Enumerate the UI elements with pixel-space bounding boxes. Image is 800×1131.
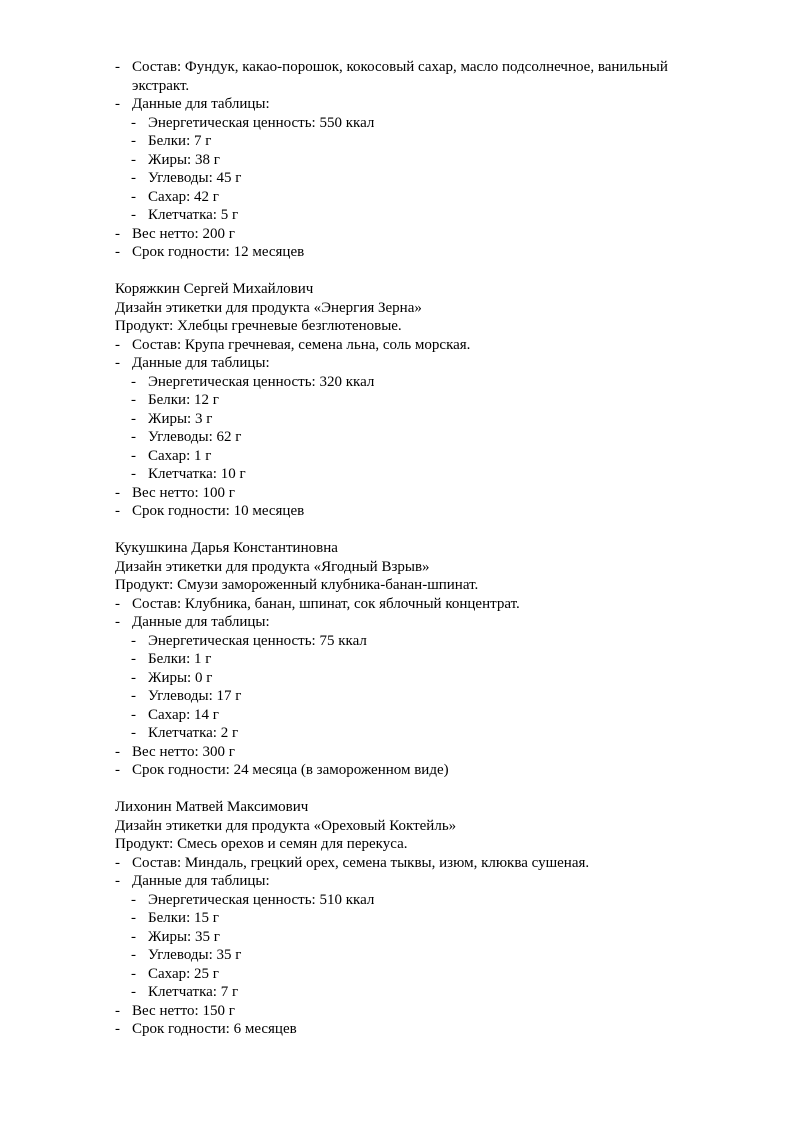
nutrition-item: [115, 946, 725, 965]
composition-text: Состав: Крупа гречневая, семена льна, соль морская.: [132, 336, 471, 353]
nutrition-text: Клетчатка: 10 г: [148, 466, 246, 482]
shelf-life-item: [115, 502, 725, 521]
list-dash: -: [115, 743, 120, 760]
list-dash: -: [131, 688, 136, 704]
shelf-life-text: Срок годности: 10 месяцев: [132, 503, 305, 519]
product-name: Продукт: Хлебцы гречневые безглютеновые.: [115, 318, 402, 334]
nutrition-text: Жиры: 38 г: [148, 151, 220, 168]
document-content: [115, 58, 725, 1039]
net-weight-text: Вес нетто: 200 г: [132, 225, 235, 242]
composition-item: [115, 58, 725, 95]
product-block: [115, 798, 725, 1039]
list-dash: -: [115, 854, 120, 871]
nutrition-item: [115, 428, 725, 447]
list-dash: -: [131, 392, 136, 408]
nutrition-text: Углеводы: 45 г: [148, 170, 242, 186]
nutrition-text: Жиры: 0 г: [148, 669, 213, 686]
list-dash: -: [115, 873, 120, 889]
list-dash: -: [115, 484, 120, 501]
table-label-item: [115, 95, 725, 114]
net-weight-item: [115, 484, 725, 503]
nutrition-item: [115, 188, 725, 207]
list-dash: -: [115, 225, 120, 242]
net-weight-item: [115, 1002, 725, 1021]
nutrition-item: [115, 928, 725, 947]
nutrition-text: Сахар: 25 г: [148, 965, 219, 982]
list-dash: -: [115, 1021, 120, 1037]
nutrition-text: Жиры: 3 г: [148, 410, 213, 427]
net-weight-text: Вес нетто: 150 г: [132, 1002, 235, 1019]
nutrition-item: [115, 983, 725, 1002]
product-name: Продукт: Смесь орехов и семян для перекуса.: [115, 836, 408, 852]
nutrition-text: Энергетическая ценность: 510 ккал: [148, 891, 375, 908]
net-weight-item: [115, 225, 725, 244]
nutrition-text: Углеводы: 17 г: [148, 688, 242, 704]
table-label-text: Данные для таблицы:: [132, 873, 270, 889]
list-dash: -: [131, 632, 136, 649]
list-dash: -: [131, 891, 136, 908]
paragraph-gap: [115, 262, 725, 281]
nutrition-text: Клетчатка: 7 г: [148, 984, 239, 1000]
nutrition-item: [115, 132, 725, 151]
design-title: Дизайн этикетки для продукта «Энергия Зерна»: [115, 299, 422, 316]
nutrition-item: [115, 465, 725, 484]
table-label-text: Данные для таблицы:: [132, 355, 270, 371]
nutrition-item: [115, 169, 725, 188]
design-title: Дизайн этикетки для продукта «Ягодный Взрыв»: [115, 558, 430, 575]
list-dash: -: [131, 133, 136, 149]
list-dash: -: [115, 355, 120, 371]
list-dash: -: [115, 244, 120, 260]
product-block-intro: [115, 58, 725, 262]
list-dash: -: [115, 614, 120, 630]
list-dash: -: [131, 984, 136, 1000]
list-dash: -: [115, 1002, 120, 1019]
table-label-text: Данные для таблицы:: [132, 96, 270, 112]
nutrition-item: [115, 114, 725, 133]
list-dash: -: [115, 59, 120, 75]
nutrition-item: [115, 391, 725, 410]
author-name: Лихонин Матвей Максимович: [115, 799, 309, 815]
list-dash: -: [131, 651, 136, 667]
list-dash: -: [131, 965, 136, 982]
nutrition-text: Белки: 15 г: [148, 910, 219, 926]
list-dash: -: [115, 503, 120, 519]
list-dash: -: [131, 114, 136, 131]
shelf-life-item: [115, 243, 725, 262]
composition-text: Состав: Клубника, банан, шпинат, сок яблочный концентрат.: [132, 595, 520, 612]
nutrition-item: [115, 410, 725, 429]
nutrition-item: [115, 687, 725, 706]
shelf-life-item: [115, 1020, 725, 1039]
paragraph-gap: [115, 780, 725, 799]
nutrition-text: Жиры: 35 г: [148, 928, 220, 945]
list-dash: -: [131, 928, 136, 945]
list-dash: -: [131, 725, 136, 741]
nutrition-text: Клетчатка: 5 г: [148, 207, 239, 223]
composition-text: Состав: Миндаль, грецкий орех, семена тыквы, изюм, клюква сушеная.: [132, 854, 590, 871]
nutrition-item: [115, 650, 725, 669]
nutrition-item: [115, 632, 725, 651]
list-dash: -: [131, 207, 136, 223]
list-dash: -: [131, 947, 136, 963]
nutrition-text: Белки: 7 г: [148, 133, 212, 149]
nutrition-item: [115, 706, 725, 725]
list-dash: -: [131, 466, 136, 482]
nutrition-text: Белки: 1 г: [148, 651, 212, 667]
author-name: Кукушкина Дарья Константиновна: [115, 540, 338, 556]
nutrition-text: Белки: 12 г: [148, 392, 219, 408]
nutrition-item: [115, 891, 725, 910]
nutrition-text: Энергетическая ценность: 550 ккал: [148, 114, 375, 131]
list-dash: -: [131, 188, 136, 205]
table-label-text: Данные для таблицы:: [132, 614, 270, 630]
list-dash: -: [115, 762, 120, 778]
table-label-item: [115, 613, 725, 632]
author-name: Коряжкин Сергей Михайлович: [115, 281, 314, 297]
nutrition-text: Сахар: 1 г: [148, 447, 212, 464]
list-dash: -: [131, 429, 136, 445]
composition-item: [115, 595, 725, 614]
nutrition-item: [115, 965, 725, 984]
shelf-life-text: Срок годности: 6 месяцев: [132, 1021, 297, 1037]
nutrition-text: Сахар: 42 г: [148, 188, 219, 205]
nutrition-item: [115, 206, 725, 225]
nutrition-item: [115, 909, 725, 928]
list-dash: -: [131, 706, 136, 723]
net-weight-text: Вес нетто: 100 г: [132, 484, 235, 501]
paragraph-gap: [115, 521, 725, 540]
nutrition-text: Сахар: 14 г: [148, 706, 219, 723]
nutrition-text: Энергетическая ценность: 75 ккал: [148, 632, 367, 649]
list-dash: -: [115, 96, 120, 112]
list-dash: -: [131, 447, 136, 464]
nutrition-text: Клетчатка: 2 г: [148, 725, 239, 741]
nutrition-item: [115, 447, 725, 466]
shelf-life-item: [115, 761, 725, 780]
shelf-life-text: Срок годности: 24 месяца (в замороженном виде): [132, 762, 449, 778]
product-block: [115, 280, 725, 521]
nutrition-text: Углеводы: 35 г: [148, 947, 242, 963]
list-dash: -: [131, 910, 136, 926]
nutrition-text: Энергетическая ценность: 320 ккал: [148, 373, 375, 390]
shelf-life-text: Срок годности: 12 месяцев: [132, 244, 305, 260]
list-dash: -: [131, 170, 136, 186]
list-dash: -: [131, 373, 136, 390]
composition-item: [115, 336, 725, 355]
composition-item: [115, 854, 725, 873]
nutrition-item: [115, 669, 725, 688]
nutrition-text: Углеводы: 62 г: [148, 429, 242, 445]
table-label-item: [115, 872, 725, 891]
net-weight-text: Вес нетто: 300 г: [132, 743, 235, 760]
product-block: [115, 539, 725, 780]
list-dash: -: [131, 151, 136, 168]
composition-text: Состав: Фундук, какао-порошок, кокосовый сахар, масло подсолнечное, ванильный экстракт.: [132, 59, 668, 94]
net-weight-item: [115, 743, 725, 762]
nutrition-item: [115, 151, 725, 170]
list-dash: -: [115, 336, 120, 353]
nutrition-item: [115, 373, 725, 392]
list-dash: -: [131, 669, 136, 686]
list-dash: -: [115, 595, 120, 612]
nutrition-item: [115, 724, 725, 743]
design-title: Дизайн этикетки для продукта «Ореховый Коктейль»: [115, 817, 457, 834]
list-dash: -: [131, 410, 136, 427]
product-name: Продукт: Смузи замороженный клубника-банан-шпинат.: [115, 577, 479, 593]
table-label-item: [115, 354, 725, 373]
